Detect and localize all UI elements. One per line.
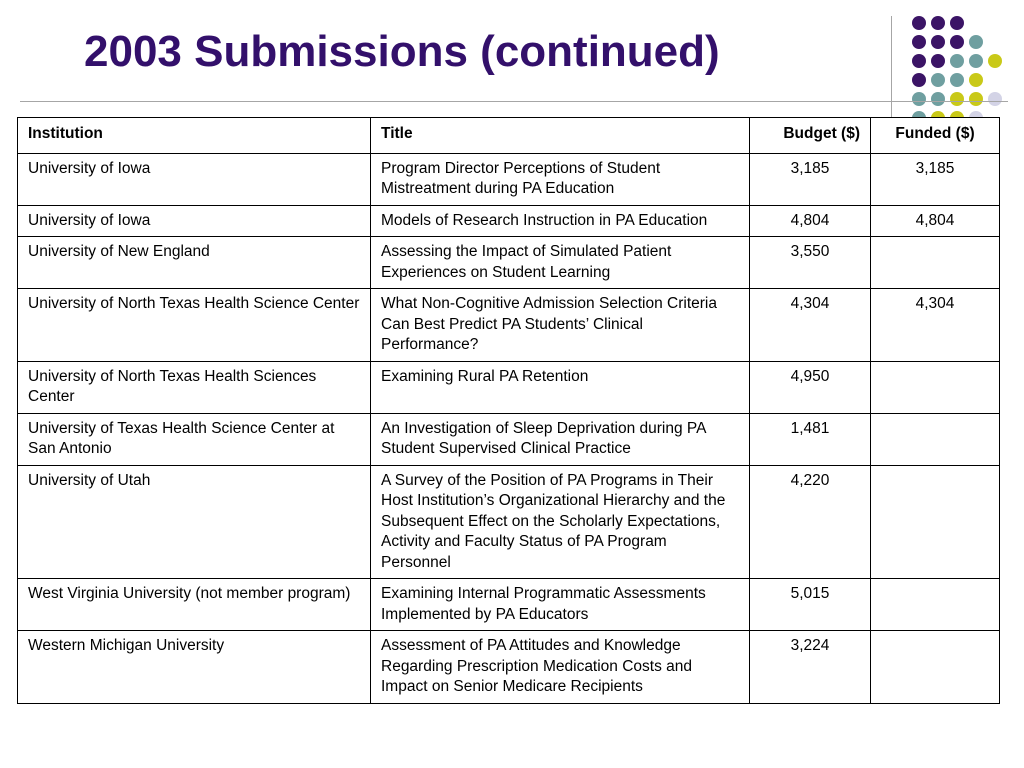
cell-budget: 3,224 xyxy=(750,631,871,704)
decorative-dot xyxy=(912,54,926,68)
decorative-dot xyxy=(931,92,945,106)
decorative-dot xyxy=(931,35,945,49)
submissions-table xyxy=(17,117,1000,704)
table-row xyxy=(18,413,1000,465)
decorative-dot-grid xyxy=(903,12,1013,122)
table-body xyxy=(18,153,1000,703)
cell-title: Examining Internal Programmatic Assessments Implemented by PA Educators xyxy=(371,579,750,631)
decorative-dot xyxy=(912,35,926,49)
cell-institution: University of North Texas Health Science Center xyxy=(18,289,371,362)
table-row xyxy=(18,153,1000,205)
cell-institution: University of Texas Health Science Center at San Antonio xyxy=(18,413,371,465)
header-budget: Budget ($) xyxy=(750,118,871,154)
cell-funded xyxy=(871,631,1000,704)
table-row xyxy=(18,361,1000,413)
cell-funded xyxy=(871,413,1000,465)
cell-institution: University of Iowa xyxy=(18,153,371,205)
cell-funded xyxy=(871,465,1000,579)
table-row xyxy=(18,465,1000,579)
cell-funded: 4,804 xyxy=(871,205,1000,237)
cell-budget: 4,950 xyxy=(750,361,871,413)
table-header-row xyxy=(18,118,1000,154)
decorative-dot xyxy=(969,54,983,68)
cell-funded: 4,304 xyxy=(871,289,1000,362)
cell-budget: 4,304 xyxy=(750,289,871,362)
cell-title: What Non-Cognitive Admission Selection Criteria Can Best Predict PA Students’ Clinical Performance? xyxy=(371,289,750,362)
decorative-horizontal-rule xyxy=(20,101,1008,102)
decorative-dot xyxy=(912,92,926,106)
header-institution: Institution xyxy=(18,118,371,154)
table-row xyxy=(18,579,1000,631)
cell-title: Assessment of PA Attitudes and Knowledge Regarding Prescription Medication Costs and Impact on Senior Medicare Recipients xyxy=(371,631,750,704)
cell-institution: West Virginia University (not member program) xyxy=(18,579,371,631)
decorative-dot xyxy=(912,16,926,30)
decorative-dot xyxy=(931,16,945,30)
cell-funded xyxy=(871,237,1000,289)
decorative-dot xyxy=(950,35,964,49)
cell-budget: 4,220 xyxy=(750,465,871,579)
cell-institution: Western Michigan University xyxy=(18,631,371,704)
decorative-dot xyxy=(931,73,945,87)
decorative-dot xyxy=(969,35,983,49)
table-row xyxy=(18,205,1000,237)
cell-institution: University of New England xyxy=(18,237,371,289)
decorative-dot xyxy=(969,73,983,87)
cell-title: Assessing the Impact of Simulated Patient Experiences on Student Learning xyxy=(371,237,750,289)
header-funded: Funded ($) xyxy=(871,118,1000,154)
cell-title: A Survey of the Position of PA Programs in Their Host Institution’s Organizational Hierarchy and the Subsequent Effect on the Scholarly Expectations, Activity and Faculty Status of PA Program Personnel xyxy=(371,465,750,579)
decorative-dot xyxy=(969,92,983,106)
cell-institution: University of Utah xyxy=(18,465,371,579)
decorative-vertical-rule xyxy=(891,16,892,120)
decorative-dot xyxy=(931,54,945,68)
cell-funded: 3,185 xyxy=(871,153,1000,205)
decorative-dot xyxy=(950,54,964,68)
cell-institution: University of Iowa xyxy=(18,205,371,237)
cell-title: Examining Rural PA Retention xyxy=(371,361,750,413)
cell-title: Program Director Perceptions of Student Mistreatment during PA Education xyxy=(371,153,750,205)
decorative-dot xyxy=(988,92,1002,106)
decorative-dot xyxy=(950,92,964,106)
cell-budget: 3,185 xyxy=(750,153,871,205)
cell-funded xyxy=(871,361,1000,413)
decorative-dot xyxy=(912,73,926,87)
cell-budget: 4,804 xyxy=(750,205,871,237)
decorative-dot xyxy=(988,54,1002,68)
table-row xyxy=(18,289,1000,362)
table-row xyxy=(18,237,1000,289)
cell-budget: 3,550 xyxy=(750,237,871,289)
decorative-dot xyxy=(950,73,964,87)
cell-budget: 1,481 xyxy=(750,413,871,465)
cell-title: An Investigation of Sleep Deprivation during PA Student Supervised Clinical Practice xyxy=(371,413,750,465)
slide-title: 2003 Submissions (continued) xyxy=(84,27,720,76)
cell-funded xyxy=(871,579,1000,631)
table-row xyxy=(18,631,1000,704)
decorative-dot xyxy=(950,16,964,30)
cell-institution: University of North Texas Health Sciences Center xyxy=(18,361,371,413)
header-title: Title xyxy=(371,118,750,154)
cell-title: Models of Research Instruction in PA Education xyxy=(371,205,750,237)
cell-budget: 5,015 xyxy=(750,579,871,631)
